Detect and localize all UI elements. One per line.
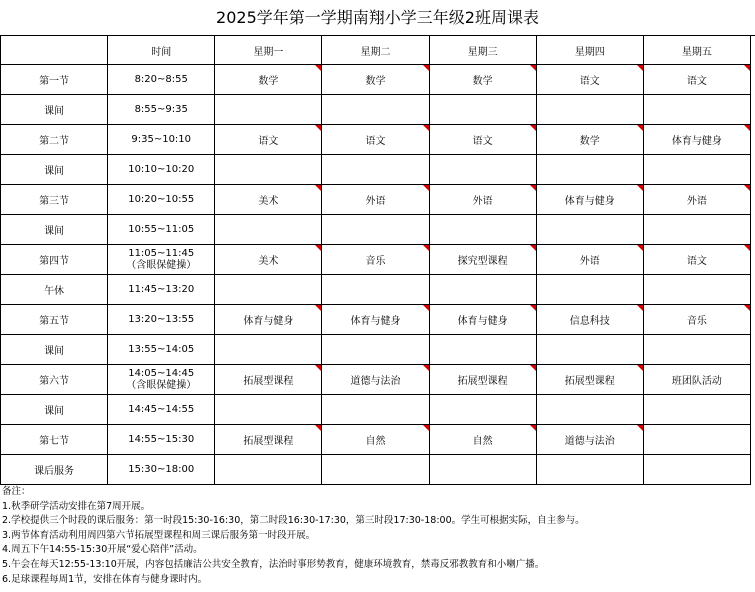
period-time-note: （含眼保健操） <box>126 379 197 391</box>
subject-cell-thursday[interactable]: 外语 <box>536 245 643 275</box>
subject-cell-wednesday[interactable] <box>429 95 536 125</box>
period-row <box>1 455 751 485</box>
period-row <box>1 395 751 425</box>
subject-cell-thursday[interactable]: 数学 <box>536 125 643 155</box>
subject-cell-monday[interactable] <box>215 215 322 245</box>
header-corner-cell[interactable] <box>1 36 108 65</box>
period-row <box>1 215 751 245</box>
subject-cell-wednesday[interactable]: 语文 <box>429 125 536 155</box>
period-time-text: 14:05~14:45 <box>128 367 195 379</box>
period-row <box>1 425 751 455</box>
period-time-cell[interactable] <box>108 245 215 275</box>
period-label-cell[interactable]: 课间 <box>1 335 108 365</box>
header-day-thursday[interactable]: 星期四 <box>536 36 643 65</box>
period-label-cell[interactable]: 第五节 <box>1 305 108 335</box>
subject-cell-monday[interactable]: 拓展型课程 <box>215 365 322 395</box>
subject-cell-tuesday[interactable]: 外语 <box>322 185 429 215</box>
subject-cell-thursday[interactable]: 道德与法治 <box>536 425 643 455</box>
subject-cell-tuesday[interactable]: 体育与健身 <box>322 305 429 335</box>
subject-cell-tuesday[interactable] <box>322 395 429 425</box>
subject-cell-wednesday[interactable] <box>429 455 536 485</box>
period-label-cell[interactable]: 第六节 <box>1 365 108 395</box>
subject-cell-monday[interactable]: 美术 <box>215 245 322 275</box>
subject-cell-monday[interactable] <box>215 95 322 125</box>
page-title: 2025学年第一学期南翔小学三年级2班周课表 <box>0 0 755 36</box>
subject-cell-wednesday[interactable]: 体育与健身 <box>429 305 536 335</box>
subject-cell-thursday[interactable] <box>536 215 643 245</box>
period-row <box>1 125 751 155</box>
subject-cell-friday[interactable] <box>643 215 750 245</box>
timetable <box>0 35 751 485</box>
note-line: 6.足球课程每周1节，安排在体育与健身课时内。 <box>2 573 208 585</box>
note-line: 2.学校提供三个时段的课后服务：第一时段15:30-16:30，第二时段16:30-17:30，第三时段17:30-18:00。学生可根据实际，自主参与。 <box>2 515 585 527</box>
subject-cell-thursday[interactable] <box>536 455 643 485</box>
subject-cell-tuesday[interactable]: 音乐 <box>322 245 429 275</box>
subject-cell-tuesday[interactable] <box>322 95 429 125</box>
subject-cell-friday[interactable] <box>643 455 750 485</box>
subject-cell-tuesday[interactable]: 数学 <box>322 65 429 95</box>
period-label-cell[interactable]: 第四节 <box>1 245 108 275</box>
header-day-friday[interactable]: 星期五 <box>643 36 750 65</box>
subject-cell-wednesday[interactable] <box>429 275 536 305</box>
header-row <box>1 36 751 65</box>
subject-cell-monday[interactable] <box>215 335 322 365</box>
period-time-cell[interactable]: 14:45~14:55 <box>108 395 215 425</box>
period-time-cell[interactable]: 9:35~10:10 <box>108 125 215 155</box>
subject-cell-monday[interactable]: 语文 <box>215 125 322 155</box>
period-row <box>1 305 751 335</box>
period-label-cell[interactable]: 课间 <box>1 215 108 245</box>
subject-cell-tuesday[interactable]: 语文 <box>322 125 429 155</box>
period-time-cell[interactable]: 11:45~13:20 <box>108 275 215 305</box>
period-label-cell[interactable]: 课间 <box>1 395 108 425</box>
note-line: 3.两节体育活动利用周四第六节拓展型课程和周三课后服务第一时段开展。 <box>2 529 316 541</box>
period-time-cell[interactable] <box>108 365 215 395</box>
period-row <box>1 65 751 95</box>
period-row <box>1 335 751 365</box>
period-label-cell[interactable]: 第二节 <box>1 125 108 155</box>
period-label-cell[interactable]: 第三节 <box>1 185 108 215</box>
subject-cell-wednesday[interactable] <box>429 335 536 365</box>
header-time-cell[interactable]: 时间 <box>108 36 215 65</box>
period-time-cell[interactable]: 15:30~18:00 <box>108 455 215 485</box>
period-label-cell[interactable]: 第一节 <box>1 65 108 95</box>
subject-cell-thursday[interactable]: 拓展型课程 <box>536 365 643 395</box>
subject-cell-monday[interactable] <box>215 455 322 485</box>
subject-cell-wednesday[interactable] <box>429 155 536 185</box>
note-line: 1.秋季研学活动安排在第7周开展。 <box>2 500 151 512</box>
subject-cell-wednesday[interactable]: 数学 <box>429 65 536 95</box>
subject-cell-monday[interactable]: 美术 <box>215 185 322 215</box>
subject-cell-monday[interactable] <box>215 155 322 185</box>
period-row <box>1 155 751 185</box>
subject-cell-wednesday[interactable]: 外语 <box>429 185 536 215</box>
subject-cell-monday[interactable] <box>215 275 322 305</box>
subject-cell-monday[interactable]: 数学 <box>215 65 322 95</box>
subject-cell-friday[interactable] <box>643 395 750 425</box>
notes-heading: 备注： <box>2 486 31 497</box>
period-time-cell[interactable]: 10:20~10:55 <box>108 185 215 215</box>
subject-cell-monday[interactable]: 拓展型课程 <box>215 425 322 455</box>
subject-cell-monday[interactable] <box>215 395 322 425</box>
period-time-cell[interactable]: 14:55~15:30 <box>108 425 215 455</box>
period-time-cell[interactable]: 8:20~8:55 <box>108 65 215 95</box>
subject-cell-friday[interactable] <box>643 425 750 455</box>
subject-cell-friday[interactable] <box>643 275 750 305</box>
subject-cell-tuesday[interactable]: 自然 <box>322 425 429 455</box>
subject-cell-friday[interactable]: 音乐 <box>643 305 750 335</box>
period-label-cell[interactable]: 课间 <box>1 95 108 125</box>
period-time-text: 11:05~11:45 <box>128 247 195 259</box>
notes-section <box>0 485 755 592</box>
subject-cell-friday[interactable]: 语文 <box>643 245 750 275</box>
subject-cell-friday[interactable] <box>643 335 750 365</box>
subject-cell-thursday[interactable]: 体育与健身 <box>536 185 643 215</box>
period-time-cell[interactable]: 13:55~14:05 <box>108 335 215 365</box>
subject-cell-tuesday[interactable] <box>322 335 429 365</box>
period-row <box>1 365 751 395</box>
subject-cell-monday[interactable]: 体育与健身 <box>215 305 322 335</box>
subject-cell-friday[interactable]: 体育与健身 <box>643 125 750 155</box>
note-line: 5.午会在每天12:55-13:10开展，内容包括廉洁公共安全教育，法治时事形势教育，健康环境教育，禁毒反邪教教育和小喇广播。 <box>2 558 545 570</box>
subject-cell-wednesday[interactable]: 拓展型课程 <box>429 365 536 395</box>
subject-cell-thursday[interactable]: 信息科技 <box>536 305 643 335</box>
subject-cell-tuesday[interactable]: 道德与法治 <box>322 365 429 395</box>
subject-cell-wednesday[interactable]: 探究型课程 <box>429 245 536 275</box>
subject-cell-tuesday[interactable] <box>322 455 429 485</box>
period-label-cell[interactable]: 课间 <box>1 155 108 185</box>
subject-cell-thursday[interactable] <box>536 335 643 365</box>
period-time-cell[interactable]: 10:55~11:05 <box>108 215 215 245</box>
subject-cell-wednesday[interactable] <box>429 395 536 425</box>
period-label-cell[interactable]: 午休 <box>1 275 108 305</box>
subject-cell-friday[interactable]: 班团队活动 <box>643 365 750 395</box>
subject-cell-tuesday[interactable] <box>322 275 429 305</box>
subject-cell-tuesday[interactable] <box>322 215 429 245</box>
period-time-cell[interactable]: 13:20~13:55 <box>108 305 215 335</box>
header-day-monday[interactable]: 星期一 <box>215 36 322 65</box>
subject-cell-friday[interactable] <box>643 155 750 185</box>
subject-cell-thursday[interactable] <box>536 155 643 185</box>
subject-cell-thursday[interactable]: 语文 <box>536 65 643 95</box>
subject-cell-thursday[interactable] <box>536 275 643 305</box>
subject-cell-friday[interactable]: 语文 <box>643 65 750 95</box>
period-time-cell[interactable]: 8:55~9:35 <box>108 95 215 125</box>
period-time-note: （含眼保健操） <box>126 259 197 271</box>
subject-cell-friday[interactable] <box>643 95 750 125</box>
period-row <box>1 245 751 275</box>
subject-cell-tuesday[interactable] <box>322 155 429 185</box>
period-row <box>1 275 751 305</box>
subject-cell-thursday[interactable] <box>536 395 643 425</box>
period-row <box>1 95 751 125</box>
period-time-cell[interactable]: 10:10~10:20 <box>108 155 215 185</box>
header-day-wednesday[interactable]: 星期三 <box>429 36 536 65</box>
period-label-cell[interactable]: 课后服务 <box>1 455 108 485</box>
period-label-cell[interactable]: 第七节 <box>1 425 108 455</box>
header-day-tuesday[interactable]: 星期二 <box>322 36 429 65</box>
subject-cell-thursday[interactable] <box>536 95 643 125</box>
period-row <box>1 185 751 215</box>
subject-cell-wednesday[interactable] <box>429 215 536 245</box>
subject-cell-friday[interactable]: 外语 <box>643 185 750 215</box>
subject-cell-wednesday[interactable]: 自然 <box>429 425 536 455</box>
note-line: 4.周五下午14:55-15:30开展“爱心陪伴”活动。 <box>2 544 203 556</box>
